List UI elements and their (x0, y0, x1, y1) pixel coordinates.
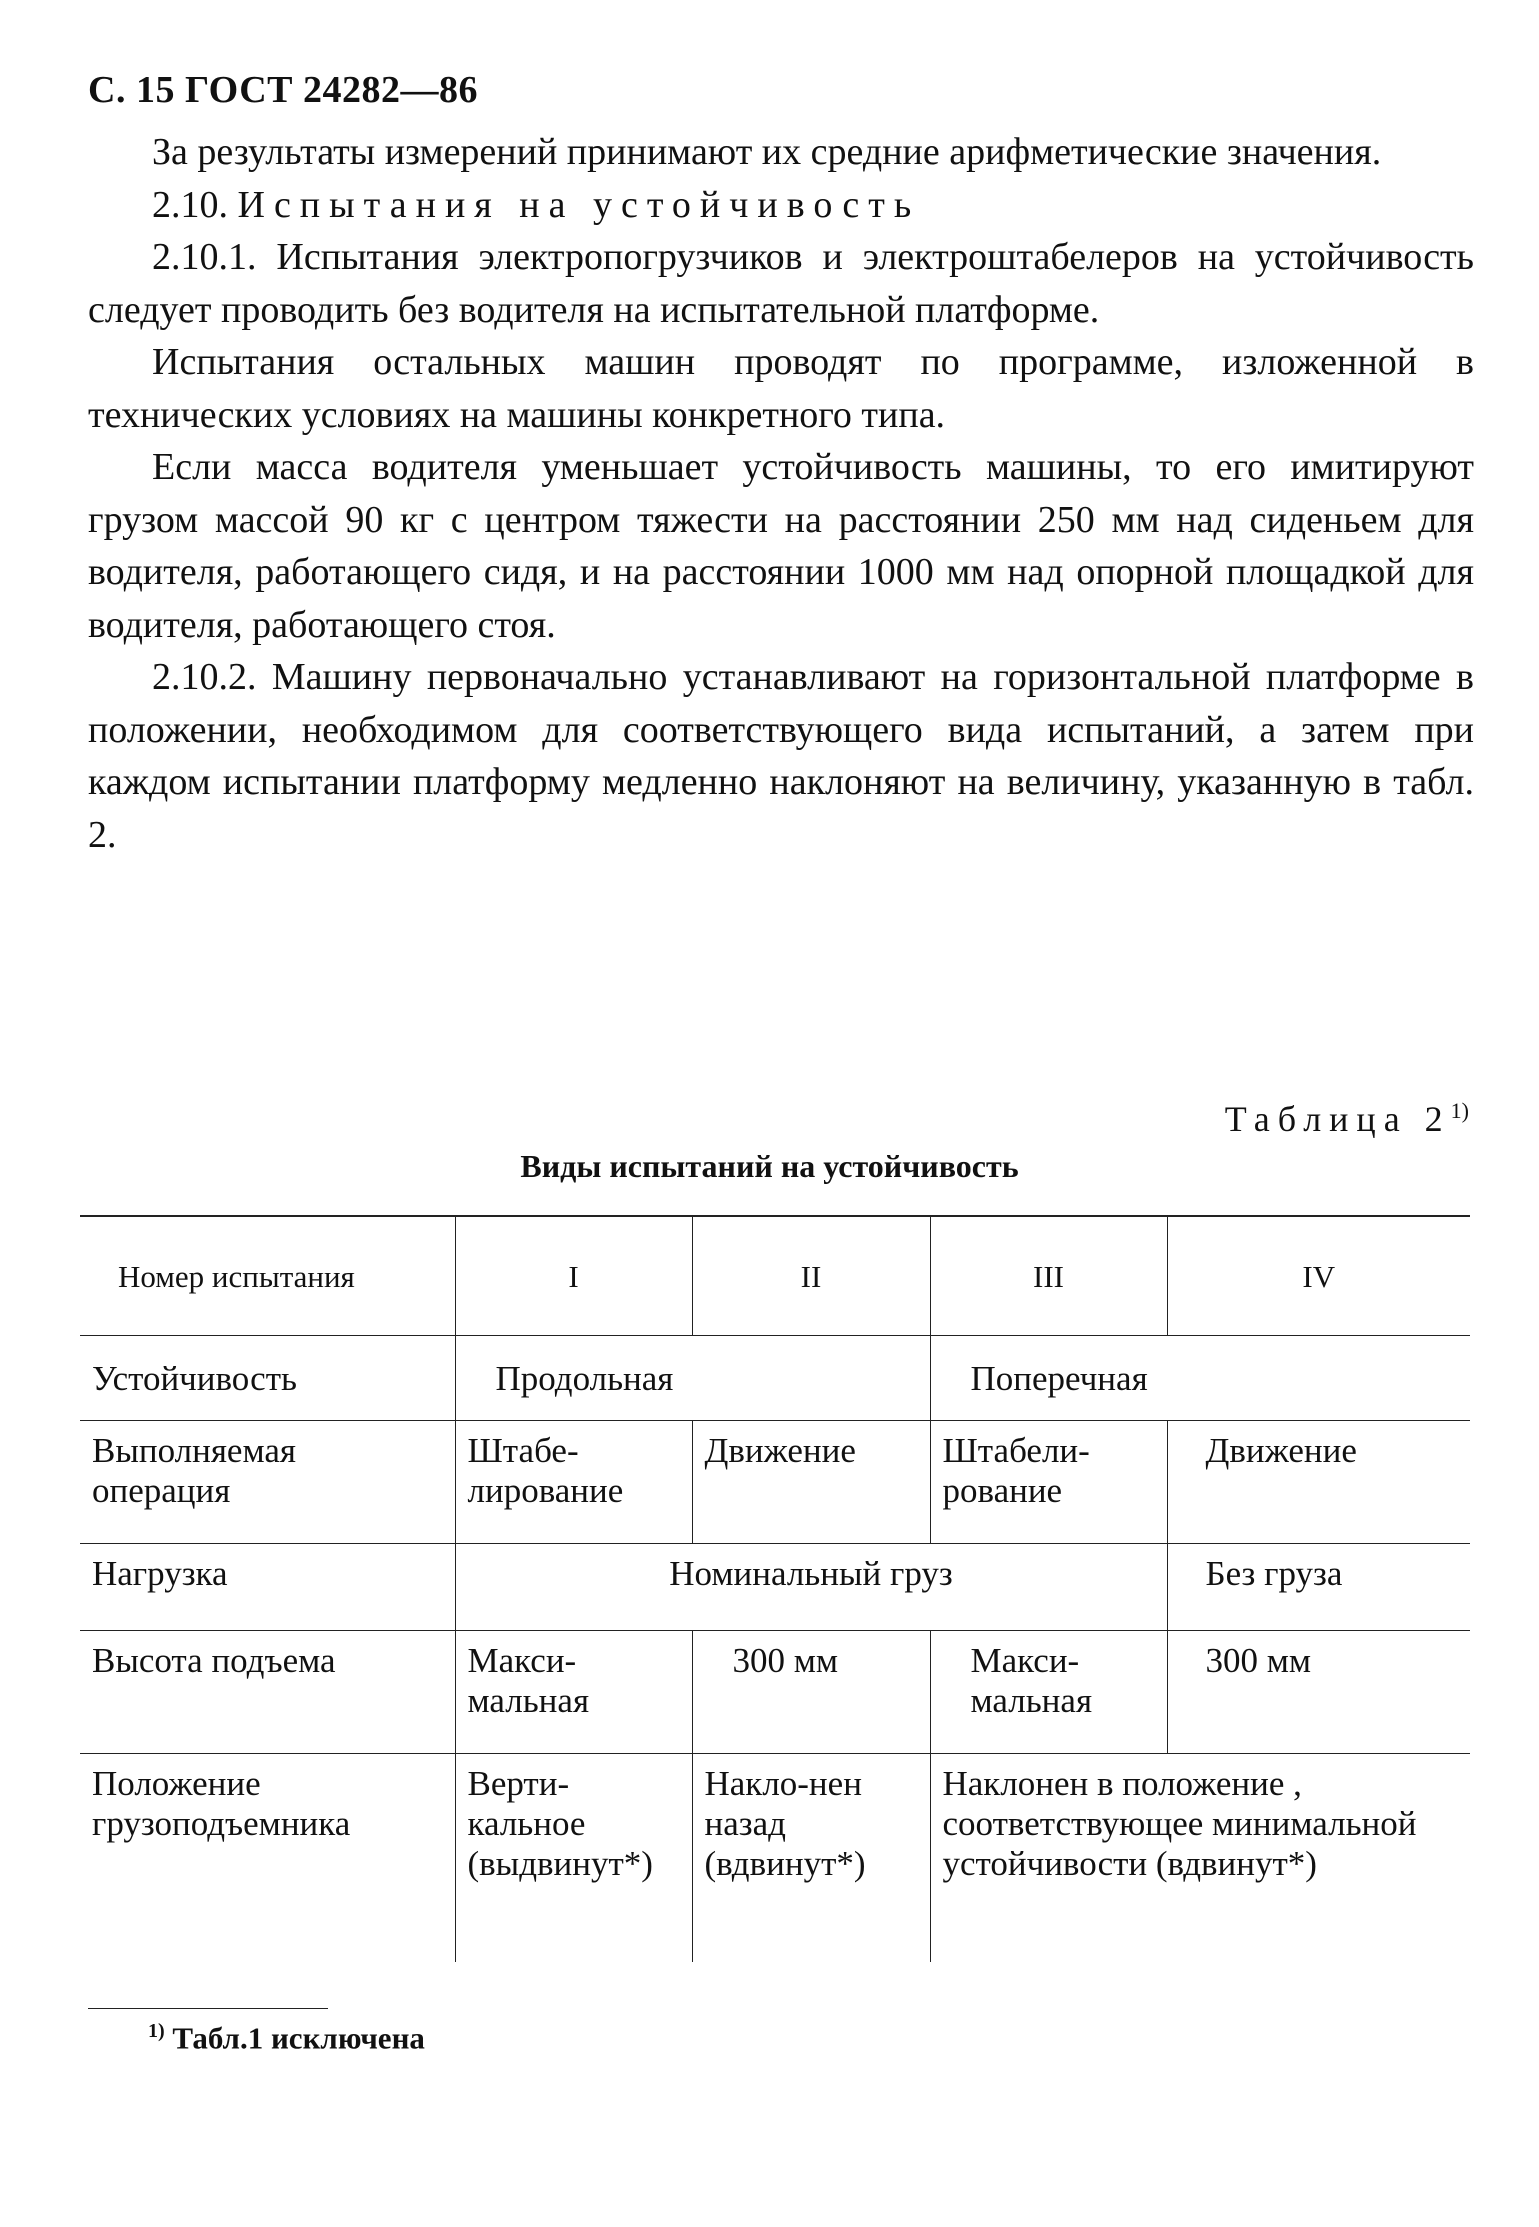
header-col-3: III (930, 1216, 1167, 1336)
cell-load-nominal: Номинальный груз (455, 1544, 1167, 1631)
header-col-1: I (455, 1216, 692, 1336)
section-title: Испытания на устойчивость (237, 183, 921, 226)
table-label-text: Таблица 2 (1224, 1099, 1451, 1139)
cell-position-1: Верти-кальное (выдвинут*) (455, 1754, 692, 1963)
paragraph-2-10-1: 2.10.1. Испытания электропогрузчиков и электроштабелеров на устойчивость следует проводить без водителя на испытательной платформе. (88, 236, 1474, 331)
cell-operation-4: Движение (1167, 1421, 1470, 1544)
row-label-stability: Устойчивость (80, 1336, 455, 1421)
paragraph-2-10-2: 2.10.2. Машину первоначально устанавливают на горизонтальной платформе в положении, необходимом для соответствующего вида испытаний, а затем при каждом испытании платформу медленно наклоняют на величину, указанную в табл. 2. (88, 656, 1474, 856)
cell-position-34: Наклонен в положение , соответствующее минимальной устойчивости (вдвинут*) (930, 1754, 1470, 1963)
footnote-text: Табл.1 исключена (172, 2020, 425, 2056)
row-label-lift-height: Высота подъема (80, 1631, 455, 1754)
header-col-4: IV (1167, 1216, 1470, 1336)
cell-position-2: Накло-нен назад (вдвинут*) (692, 1754, 930, 1963)
stability-tests-table (80, 1215, 1470, 1962)
table-label-footnote-marker: 1) (1450, 1098, 1469, 1123)
cell-lift-2: 300 мм (692, 1631, 930, 1754)
section-number: 2.10. (152, 183, 228, 226)
cell-lift-4: 300 мм (1167, 1631, 1470, 1754)
cell-operation-1: Штабе-лирование (455, 1421, 692, 1544)
header-col-2: II (692, 1216, 930, 1336)
table-caption: Виды испытаний на устойчивость (520, 1148, 1019, 1184)
paragraph-driver-mass: Если масса водителя уменьшает устойчивость машины, то его имитируют грузом массой 90 кг с центром тяжести на расстоянии 250 мм над сиденьем для водителя, работающего сидя, и на расстоянии 1000 мм над опорной площадкой для водителя, работающего стоя. (88, 446, 1474, 646)
page-header: С. 15 ГОСТ 24282—86 (88, 69, 478, 111)
footnote-divider (88, 2008, 328, 2009)
section-heading (88, 179, 1474, 232)
cell-load-none: Без груза (1167, 1544, 1470, 1631)
cell-operation-2: Движение (692, 1421, 930, 1544)
table-row-lift-height (80, 1631, 1470, 1754)
table-row-operation (80, 1421, 1470, 1544)
table-header-row (80, 1216, 1470, 1336)
body-text (88, 126, 1474, 861)
row-label-lifter-position: Положение грузоподъемника (80, 1754, 455, 1963)
paragraph-results: За результаты измерений принимают их средние арифметические значения. (152, 131, 1382, 173)
row-label-load: Нагрузка (80, 1544, 455, 1631)
paragraph-other-machines: Испытания остальных машин проводят по программе, изложенной в технических условиях на машины конкретного типа. (88, 341, 1474, 436)
cell-longitudinal: Продольная (455, 1336, 930, 1421)
footnote-marker: 1) (148, 2020, 165, 2042)
cell-operation-3: Штабели-рование (930, 1421, 1167, 1544)
cell-lift-1: Макси-мальная (455, 1631, 692, 1754)
table-row-load (80, 1544, 1470, 1631)
table-label (1225, 1098, 1469, 1140)
footnote (148, 2020, 425, 2056)
cell-lift-3: Макси-мальная (930, 1631, 1167, 1754)
row-label-operation: Выполняемая операция (80, 1421, 455, 1544)
table-row-stability (80, 1336, 1470, 1421)
cell-transverse: Поперечная (930, 1336, 1470, 1421)
header-label: Номер испытания (80, 1216, 455, 1336)
table-row-lifter-position (80, 1754, 1470, 1963)
